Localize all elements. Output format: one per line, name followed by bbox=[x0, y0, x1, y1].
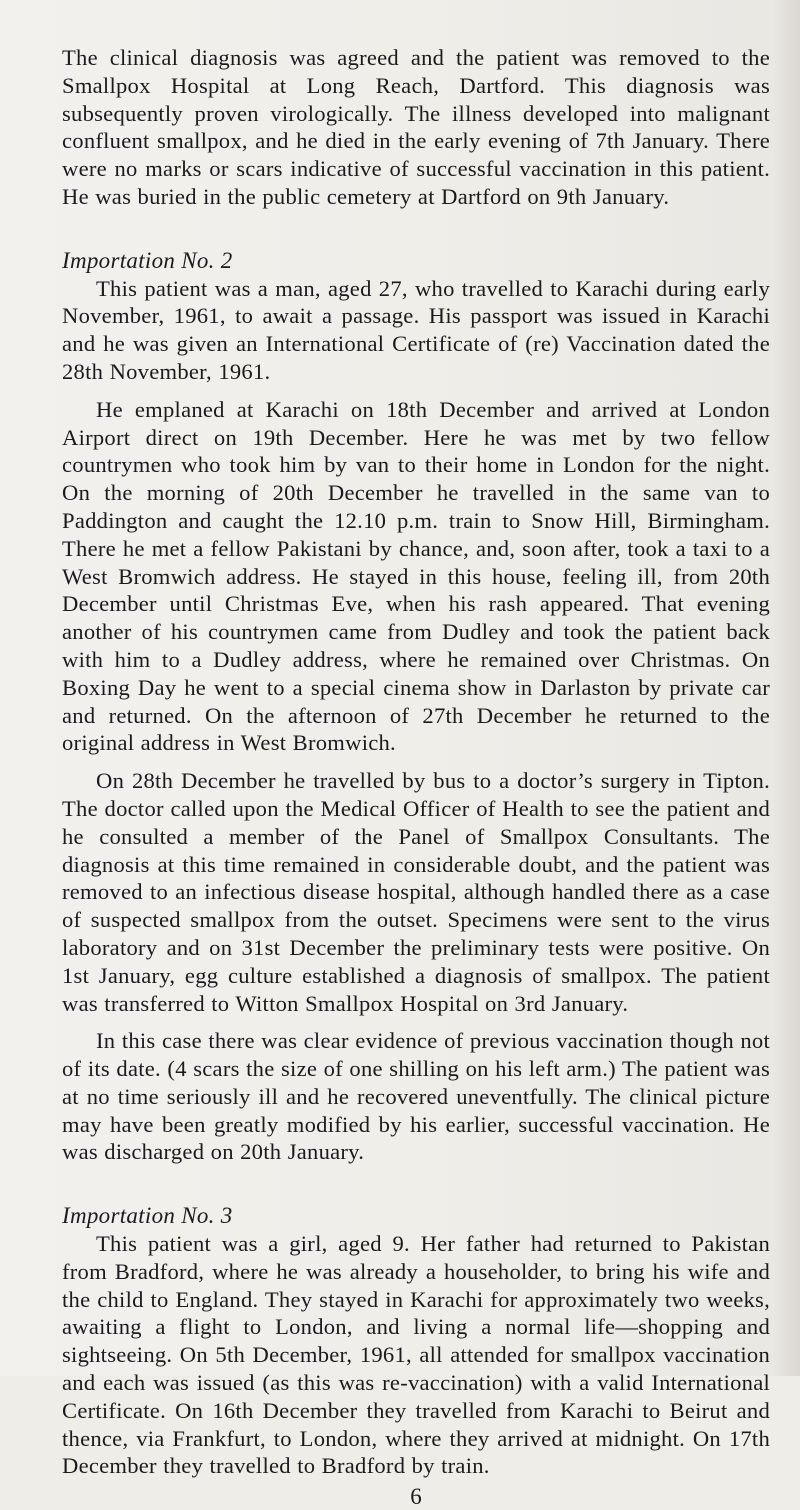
importation-2-paragraph-1: This patient was a man, aged 27, who travelled to Karachi during early November, 1961, to await a passage. His passport was issued in Karachi and he was given an International Certificate of (re) Vaccination dated the 28th November, 1961. bbox=[62, 275, 770, 384]
page-number: 6 bbox=[410, 1484, 422, 1510]
intro-paragraph: The clinical diagnosis was agreed and the patient was removed to the Smallpox Hospital at Long Reach, Dartford. This diagnosis was subsequently proven virologically. The illness developed into malignant confluent smallpox, and he died in the early evening of 7th January. There were no marks or scars indicative of successful vaccination in this patient. He was buried in the public cemetery at Dartford on 9th January. bbox=[62, 45, 770, 209]
importation-3-heading: Importation No. 3 bbox=[62, 1203, 233, 1229]
importation-2-paragraph-2: He emplaned at Karachi on 18th December and arrived at London Airport direct on 19th December. Here he was met by two fellow countrymen who took him by van to their home in London for the night. On the morning of 20th December he travelled in the same van to Paddington and caught the 12.10 p.m. train to Snow Hill, Birmingham. There he met a fellow Pakistani by chance, and, soon after, took a taxi to a West Bromwich address. He stayed in this house, feeling ill, from 20th December until Christmas Eve, when his rash appeared. That evening another of his countrymen came from Dudley and took the patient back with him to a Dudley address, where he remained over Christmas. On Boxing Day he went to a special cinema show in Darlaston by private car and returned. On the afternoon of 27th December he returned to the original address in West Bromwich. bbox=[62, 396, 770, 756]
importation-2-heading: Importation No. 2 bbox=[62, 247, 233, 273]
importation-2-paragraph-3: On 28th December he travelled by bus to a doctor’s surgery in Tipton. The doctor called upon the Medical Officer of Health to see the patient and he consulted a member of the Panel of Smallpox Consultants. The diagnosis at this time remained in considerable doubt, and the patient was removed to an infectious disease hospital, although handled there as a case of suspected smallpox from the outset. Specimens were sent to the virus laboratory and on 31st December the preliminary tests were positive. On 1st January, egg culture established a diagnosis of smallpox. The patient was transferred to Witton Smallpox Hospital on 3rd January. bbox=[62, 768, 770, 1016]
importation-3-paragraph-1: This patient was a girl, aged 9. Her father had returned to Pakistan from Bradford, where he was already a householder, to bring his wife and the child to England. They stayed in Karachi for approximately two weeks, awaiting a flight to London, and living a normal life—shopping and sightseeing. On 5th December, 1961, all attended for smallpox vaccination and each was issued (as this was re-vaccination) with a valid International Certificate. On 16th December they travelled from Karachi to Beirut and thence, via Frankfurt, to London, where they arrived at midnight. On 17th December they travelled to Bradford by train. bbox=[62, 1231, 770, 1479]
importation-2-paragraph-4: In this case there was clear evidence of previous vaccination though not of its date. (4 scars the size of one shilling on his left arm.) The patient was at no time seriously ill and he recovered uneventfully. The clinical picture may have been greatly modified by his earlier, successful vaccination. He was discharged on 20th January. bbox=[62, 1028, 770, 1165]
